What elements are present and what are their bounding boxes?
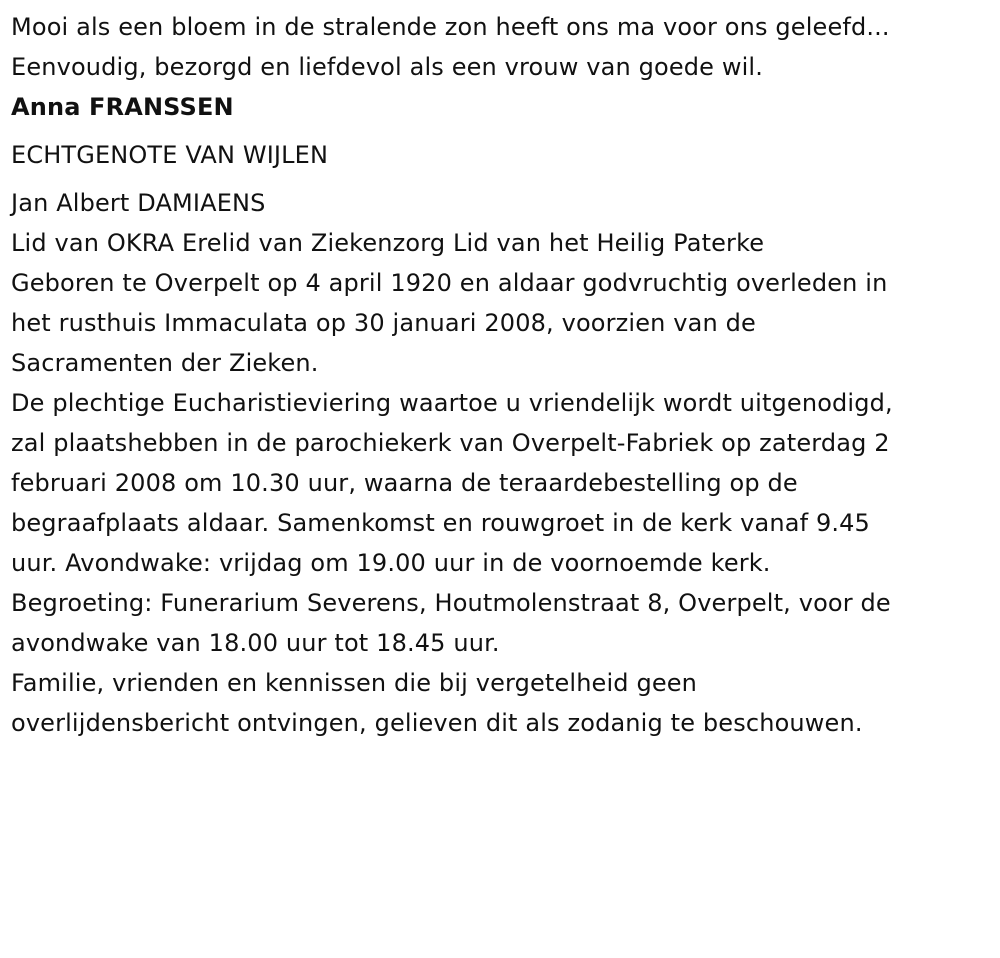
birth-death-line: Geboren te Overpelt op 4 april 1920 en aldaar godvruchtig overleden in: [11, 269, 888, 297]
deceased-name: Anna FRANSSEN: [11, 93, 234, 121]
memberships-line: Lid van OKRA Erelid van Ziekenzorg Lid van het Heilig Paterke: [11, 229, 765, 257]
ceremony-line: februari 2008 om 10.30 uur, waarna de teraardebestelling op de: [11, 469, 798, 497]
closing-block: [11, 663, 993, 743]
ceremony-line: Begroeting: Funerarium Severens, Houtmolenstraat 8, Overpelt, voor de: [11, 589, 891, 617]
ceremony-line: zal plaatshebben in de parochiekerk van Overpelt-Fabriek op zaterdag 2: [11, 429, 890, 457]
poem-line: Eenvoudig, bezorgd en liefdevol als een vrouw van goede wil.: [11, 53, 764, 81]
closing-line: overlijdensbericht ontvingen, gelieven dit als zodanig te beschouwen.: [11, 709, 863, 737]
birth-death-line: Sacramenten der Zieken.: [11, 349, 319, 377]
closing-line: Familie, vrienden en kennissen die bij vergetelheid geen: [11, 669, 698, 697]
spouse-name: Jan Albert DAMIAENS: [11, 189, 266, 217]
deceased-block: [11, 87, 993, 223]
birth-death-line: het rusthuis Immaculata op 30 januari 2008, voorzien van de: [11, 309, 756, 337]
poem-block: [11, 7, 993, 87]
deceased-relation: ECHTGENOTE VAN WIJLEN: [11, 141, 329, 169]
obituary-document: [11, 7, 993, 743]
ceremony-line: begraafplaats aldaar. Samenkomst en rouwgroet in de kerk vanaf 9.45: [11, 509, 870, 537]
ceremony-line: avondwake van 18.00 uur tot 18.45 uur.: [11, 629, 500, 657]
ceremony-line: uur. Avondwake: vrijdag om 19.00 uur in de voornoemde kerk.: [11, 549, 771, 577]
ceremony-block: [11, 383, 993, 663]
memberships-block: [11, 223, 993, 263]
ceremony-line: De plechtige Eucharistieviering waartoe u vriendelijk wordt uitgenodigd,: [11, 389, 893, 417]
poem-line: Mooi als een bloem in de stralende zon heeft ons ma voor ons geleefd...: [11, 13, 890, 41]
birth-death-block: [11, 263, 993, 383]
